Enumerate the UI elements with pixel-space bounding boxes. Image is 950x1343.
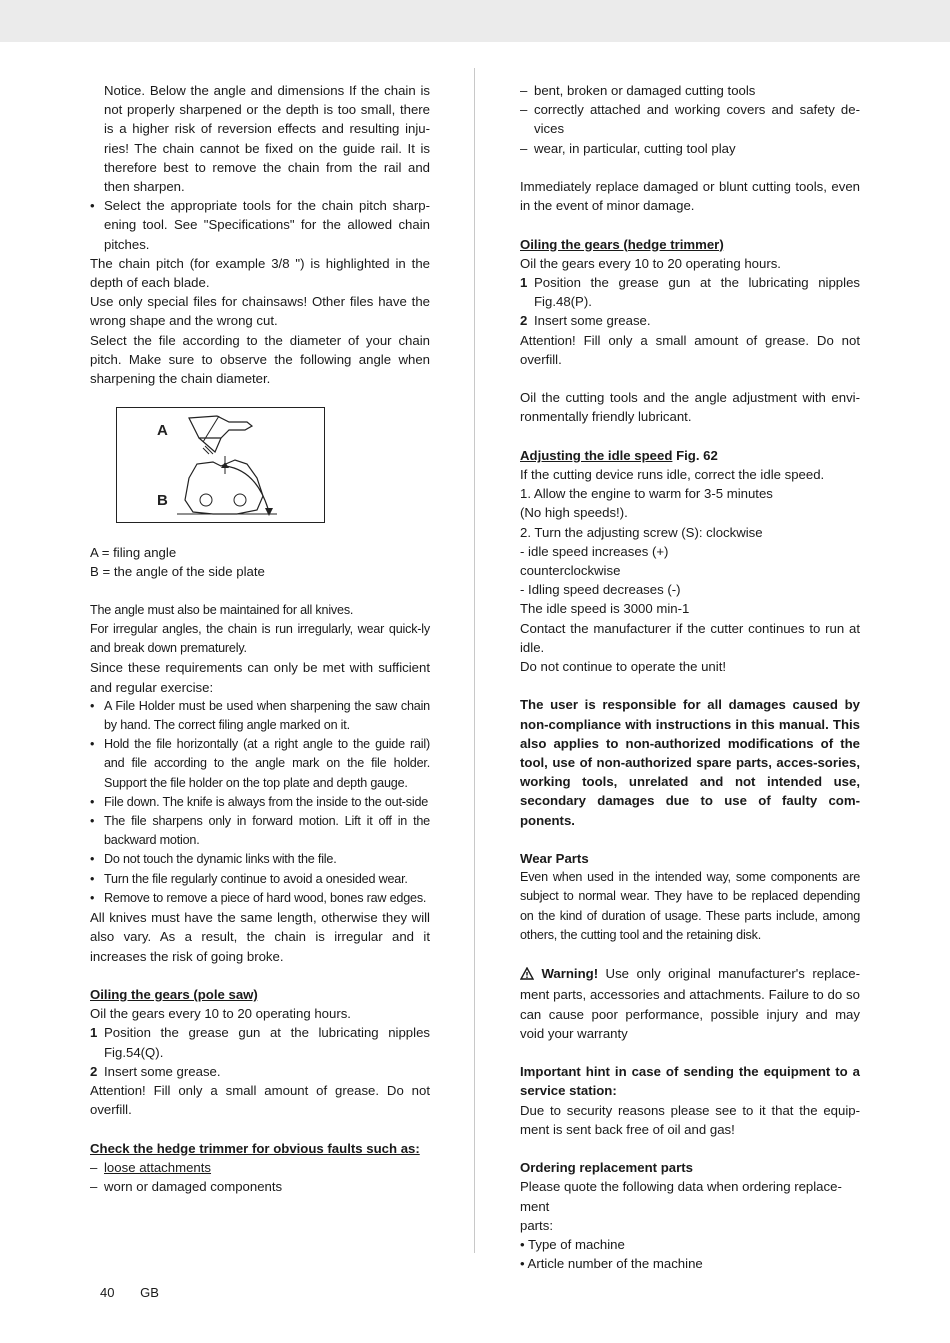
left-column [90, 81, 430, 1196]
column-divider [474, 68, 475, 1253]
paragraph: 1. Allow the engine to warm for 3-5 minutes [520, 486, 773, 502]
section-heading: Check the hedge trimmer for obvious faults such as: [90, 1140, 420, 1156]
paragraph: All knives must have the same length, otherwise they will also vary. As a result, the chain is irregular and it increases the risk of going broke. [90, 910, 430, 964]
section-heading: Oiling the gears (pole saw) [90, 986, 258, 1002]
bullet-item: • Hold the file horizontally (at a right angle to the guide rail) and file according to the angle mark on the file holder. Support the file holder on the top plate and depth gauge. [90, 737, 430, 790]
chain-diagram [117, 408, 323, 521]
paragraph: The chain pitch (for example 3/8 ") is highlighted in the depth of each blade. [90, 255, 430, 291]
section-heading: Ordering replacement parts [520, 1160, 693, 1176]
paragraph: Use only special files for chainsaws! Other files have the wrong shape and the wrong cut. [90, 294, 430, 329]
paragraph: counterclockwise [520, 563, 621, 579]
bullet-item: • A File Holder must be used when sharpening the saw chain by hand. The correct filing angle marked on it. [90, 698, 430, 733]
list-item: • Article number of the machine [520, 1256, 703, 1272]
paragraph: Oil the cutting tools and the angle adjustment with envi-ronmentally friendly lubricant. [520, 390, 860, 425]
bullet-item: • Select the appropriate tools for the chain pitch sharp-ening tool. See "Specifications" for the allowed chain pitches. [90, 198, 430, 252]
right-column [520, 81, 860, 1273]
page-number: 40 [100, 1285, 115, 1300]
label-b: B [157, 492, 168, 510]
intro-paragraph: Notice. Below the angle and dimensions If the chain is not properly sharpened or the depth is too small, there is a higher risk of reversion effects and resulting inju-ries! The chain cannot be fixed on the guide rail. It is therefore best to remove the chain from the rail and then sharpen. [104, 83, 430, 195]
bullet-item: • File down. The knife is always from the inside to the out-side [90, 794, 429, 809]
warning-triangle-icon [520, 966, 534, 985]
step-item: 2 Insert some grease. [90, 1063, 221, 1079]
paragraph: Even when used in the intended way, some components are subject to normal wear. They have to be replaced depending on the kind of duration of usage. These parts include, among others, the cutting tool and the retaining disk. [520, 870, 860, 942]
paragraph: - Idling speed decreases (-) [520, 582, 681, 598]
bullet-item: • Do not touch the dynamic links with the file. [90, 852, 337, 867]
paragraph: (No high speeds!). [520, 505, 628, 521]
warning-paragraph: Warning! Use only original manufacturer's replace-ment parts, accessories and attachments. Failure to do so can cause poor performance, possible injury and may void your warranty [520, 966, 860, 1041]
paragraph: Attention! Fill only a small amount of grease. Do not overfill. [90, 1082, 430, 1118]
dash-item: – bent, broken or damaged cutting tools [520, 83, 756, 98]
dash-item: – wear, in particular, cutting tool play [520, 140, 736, 156]
paragraph: The idle speed is 3000 min-1 [520, 601, 690, 617]
dash-item: – loose attachments [90, 1159, 212, 1175]
responsibility-notice: The user is responsible for all damages caused by non-compliance with instructions in this manual. This also applies to non-authorized modifications of the tool, use of non-authorized spare parts, acces-sories, working tools, unrelated and not intended use, secondary damages due to use of faulty com-ponents. [520, 697, 860, 828]
paragraph: - idle speed increases (+) [520, 543, 669, 559]
paragraph: 2. Turn the adjusting screw (S): clockwise [520, 524, 763, 540]
bullet-item: • Remove to remove a piece of hard wood, bones raw edges. [90, 890, 427, 905]
paragraph: Since these requirements can only be met with sufficient and regular exercise: [90, 660, 430, 695]
paragraph: parts: [520, 1217, 553, 1233]
paragraph: Oil the gears every 10 to 20 operating hours. [520, 255, 781, 271]
paragraph: For irregular angles, the chain is run irregularly, wear quick-ly and break down prematurely. [90, 622, 430, 656]
paragraph: Attention! Fill only a small amount of grease. Do not overfill. [520, 332, 860, 367]
legend-b: B = the angle of the side plate [90, 564, 265, 580]
bullet-item: • Turn the file regularly continue to avoid a onesided wear. [90, 871, 408, 886]
paragraph: Immediately replace damaged or blunt cutting tools, even in the event of minor damage. [520, 179, 860, 214]
paragraph: Oil the gears every 10 to 20 operating hours. [90, 1006, 351, 1022]
top-bar [0, 0, 950, 42]
section-heading: Wear Parts [520, 851, 589, 867]
paragraph: Do not continue to operate the unit! [520, 659, 727, 675]
page-footer [100, 1283, 181, 1302]
label-a: A [157, 422, 168, 440]
step-item: 1 Position the grease gun at the lubricating nipples Fig.54(Q). [90, 1025, 430, 1060]
step-item: 2 Insert some grease. [520, 313, 651, 329]
language-code: GB [140, 1285, 159, 1300]
paragraph: Select the file according to the diameter of your chain pitch. Make sure to observe the following angle when sharpening the chain diameter. [90, 332, 430, 387]
dash-item: – worn or damaged components [90, 1178, 283, 1194]
section-heading: Adjusting the idle speed Fig. 62 [520, 447, 718, 463]
section-heading: Oiling the gears (hedge trimmer) [520, 236, 724, 252]
paragraph: If the cutting device runs idle, correct the idle speed. [520, 467, 825, 482]
step-item: 1 Position the grease gun at the lubricating nipples Fig.48(P). [520, 275, 860, 310]
dash-item: – correctly attached and working covers and safety de-vices [520, 102, 860, 137]
paragraph: Due to security reasons please see to it that the equip-ment is sent back free of oil and gas! [520, 1102, 860, 1137]
paragraph: Contact the manufacturer if the cutter continues to run at idle. [520, 620, 860, 655]
bullet-item: • The file sharpens only in forward motion. Lift it off in the backward motion. [90, 814, 430, 848]
paragraph: The angle must also be maintained for all knives. [90, 602, 354, 617]
filing-angle-figure [116, 407, 325, 523]
paragraph: Please quote the following data when ordering replace-ment [520, 1179, 842, 1214]
legend-a: A = filing angle [90, 545, 177, 561]
list-item: • Type of machine [520, 1237, 625, 1253]
section-heading: Important hint in case of sending the equipment to a service station: [520, 1064, 860, 1099]
